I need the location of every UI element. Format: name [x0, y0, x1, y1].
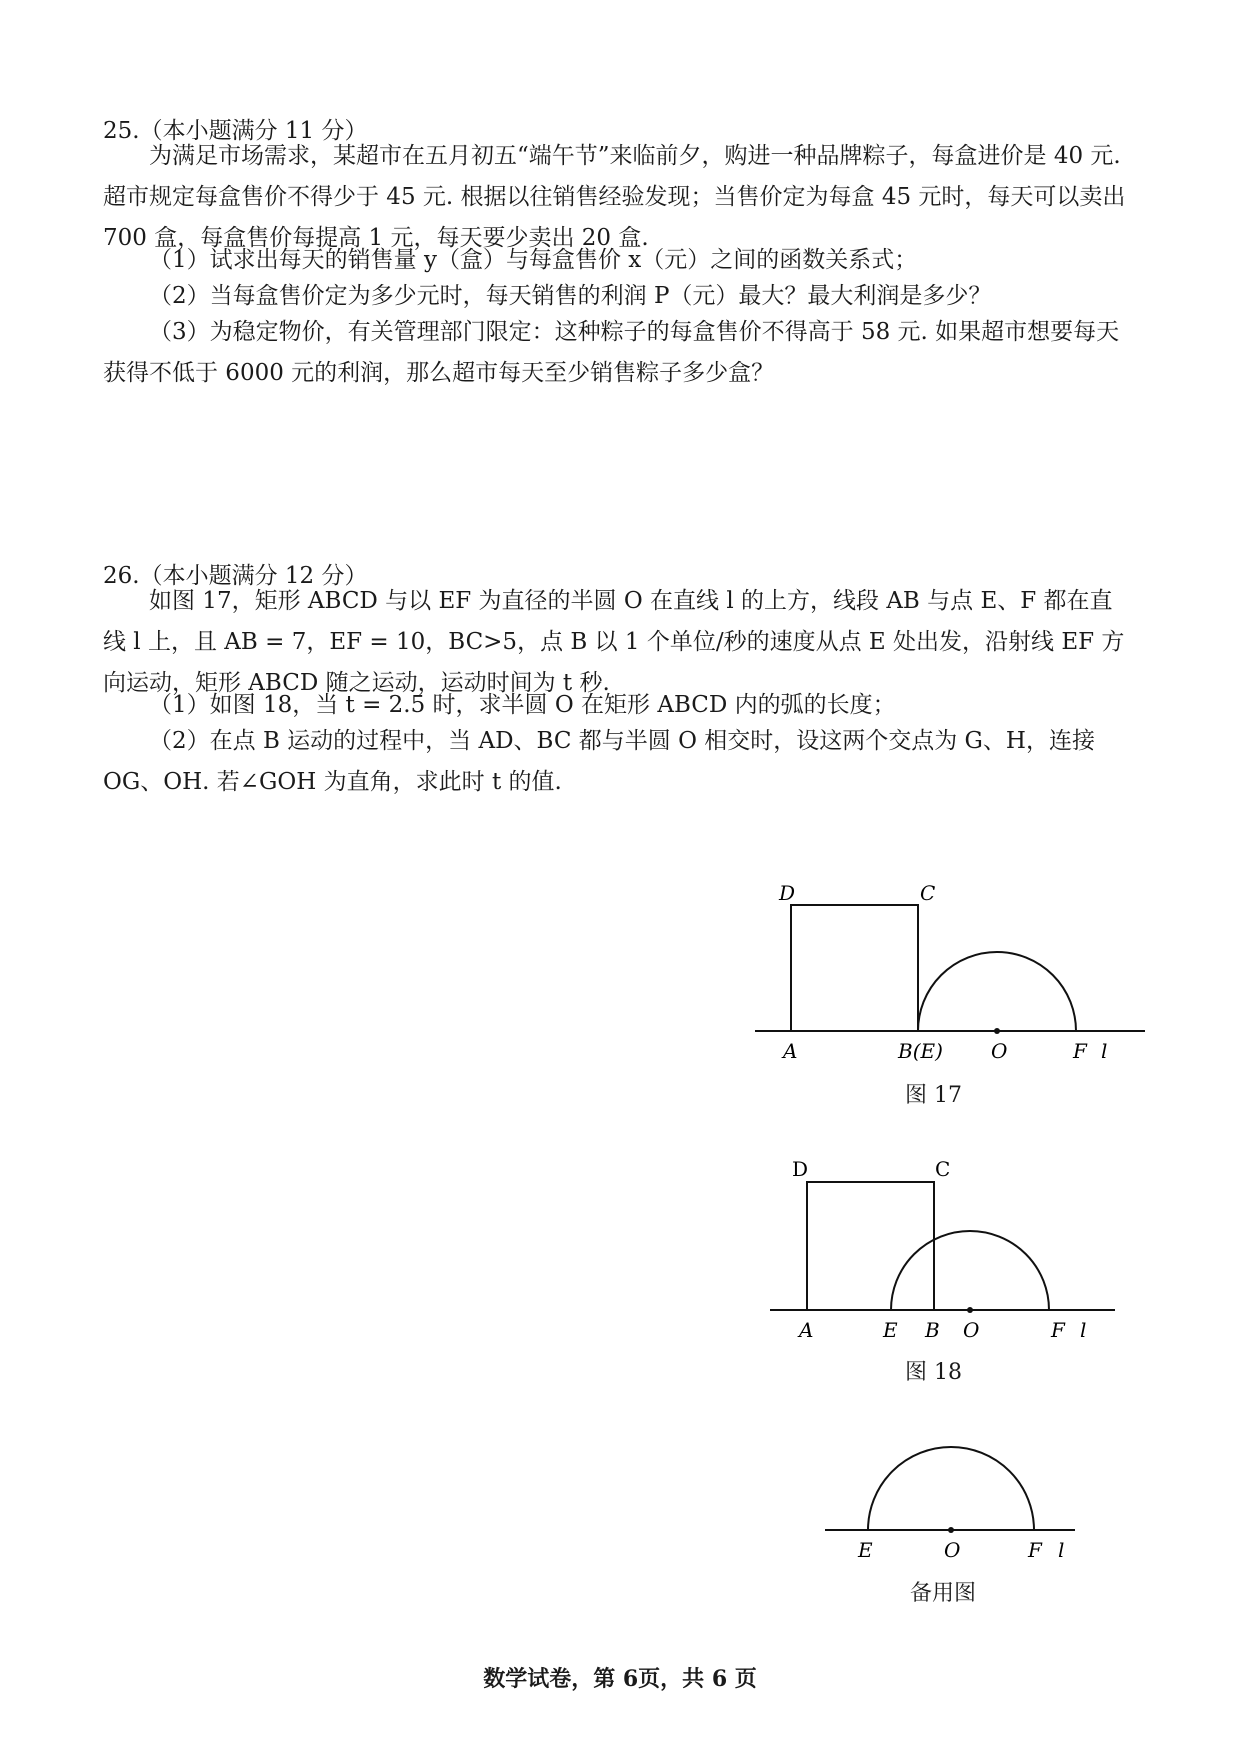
center-dot [994, 1028, 1000, 1034]
label-b: B [925, 1318, 940, 1342]
figure-18-caption: 图 18 [905, 1360, 962, 1385]
q26-part2: （2）在点 B 运动的过程中，当 AD、BC 都与半圆 O 相交时，设这两个交点为 G、H，连接 OG、OH. 若∠GOH 为直角，求此时 t 的值. [103, 728, 1095, 795]
label-be: B(E) [898, 1039, 943, 1063]
center-dot [967, 1307, 973, 1313]
center-dot [948, 1527, 954, 1533]
label-l: l [1058, 1538, 1065, 1560]
rectangle-abcd [807, 1182, 934, 1310]
figure-18 [770, 1155, 1115, 1345]
figure-17-caption: 图 17 [905, 1083, 962, 1108]
semicircle-o [891, 1231, 1049, 1310]
q26-part1: （1）如图 18，当 t = 2.5 时，求半圆 O 在矩形 ABCD 内的弧的长度； [149, 692, 896, 718]
label-e: E [858, 1538, 873, 1560]
label-c: C [920, 881, 936, 905]
semicircle-o [868, 1447, 1034, 1530]
q25-intro: 为满足市场需求，某超市在五月初五“端午节”来临前夕，购进一种品牌粽子，每盒进价是 40 元. 超市规定每盒售价不得少于 45 元. 根据以往销售经验发现；当售价定为每盒 45 元时，每天可以卖出 700 盒，每盒售价每提高 1 元，每天要少卖出 20 盒. [103, 143, 1126, 251]
q25-part1: （1）试求出每天的销售量 y（盒）与每盒售价 x（元）之间的函数关系式； [149, 247, 918, 273]
figure-spare [820, 1430, 1080, 1560]
label-l: l [1080, 1318, 1087, 1342]
label-a: A [799, 1318, 814, 1342]
label-f: F [1073, 1039, 1087, 1063]
label-l: l [1101, 1039, 1108, 1063]
figure-spare-caption: 备用图 [910, 1581, 977, 1606]
q26-heading: 26.（本小题满分 12 分） [103, 563, 368, 589]
label-d: D [779, 881, 796, 905]
q25-part2: （2）当每盒售价定为多少元时，每天销售的利润 P（元）最大？最大利润是多少？ [149, 283, 992, 309]
label-a: A [783, 1039, 798, 1063]
page-footer: 数学试卷，第 6页，共 6 页 [483, 1666, 757, 1692]
label-f: F [1051, 1318, 1065, 1342]
label-c: C [935, 1157, 951, 1181]
rectangle-abcd [791, 905, 918, 1031]
figure-17 [755, 880, 1145, 1065]
semicircle-o [918, 952, 1076, 1031]
label-f: F [1028, 1538, 1042, 1560]
label-o: O [963, 1318, 980, 1342]
label-e: E [883, 1318, 898, 1342]
label-d: D [792, 1157, 809, 1181]
label-o: O [944, 1538, 961, 1560]
q26-intro: 如图 17，矩形 ABCD 与以 EF 为直径的半圆 O 在直线 l 的上方，线段 AB 与点 E、F 都在直线 l 上，且 AB = 7，EF = 10，BC>5，点 B 以 1 个单位/秒的速度从点 E 处出发，沿射线 EF 方向运动，矩形 ABCD 随之运动，运动时间为 t 秒. [103, 588, 1125, 696]
label-o: O [991, 1039, 1008, 1063]
q25-part3: （3）为稳定物价，有关管理部门限定：这种粽子的每盒售价不得高于 58 元. 如果超市想要每天获得不低于 6000 元的利润，那么超市每天至少销售粽子多少盒？ [103, 319, 1120, 386]
q25-heading: 25.（本小题满分 11 分） [103, 118, 368, 144]
